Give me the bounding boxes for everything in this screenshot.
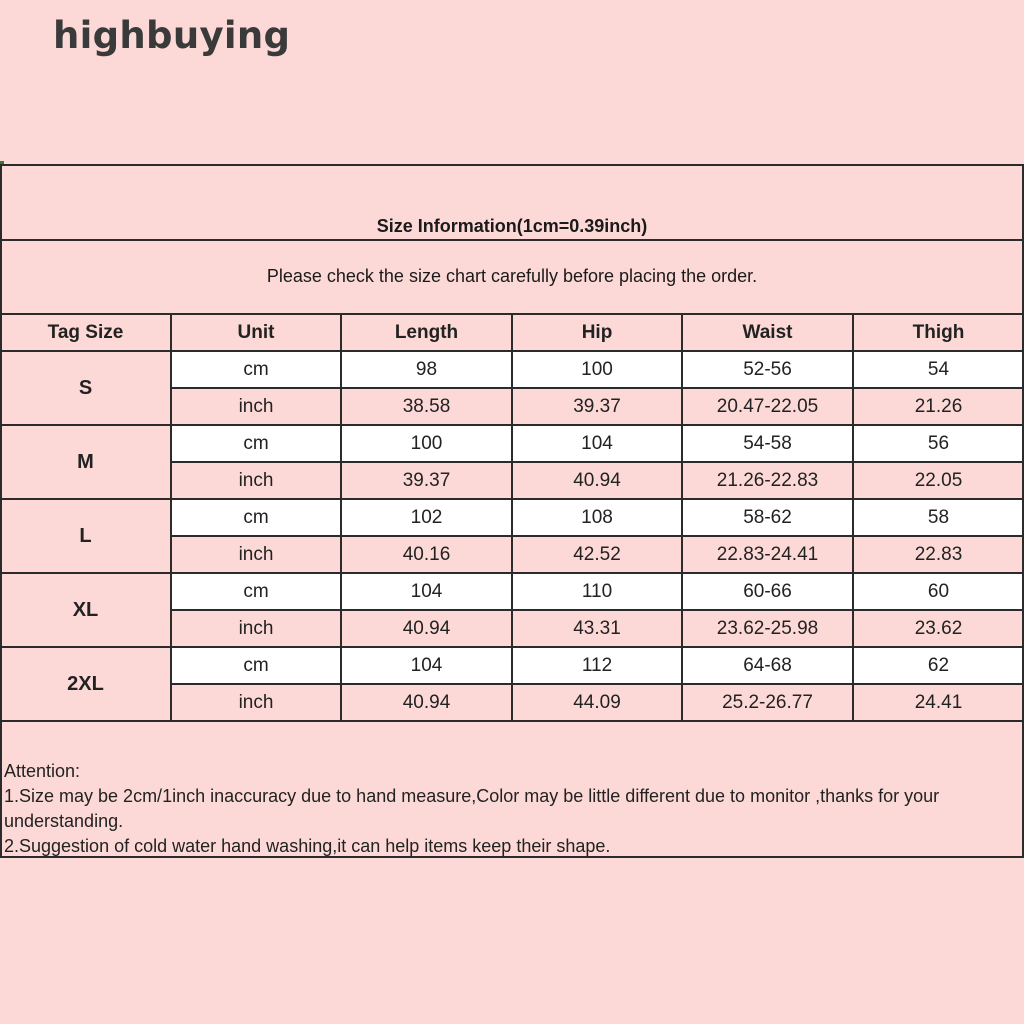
size-chart-subtitle: Please check the size chart carefully before placing the order. (266, 266, 758, 286)
tag-size-cell: XL (72, 598, 99, 621)
grid-line (170, 314, 172, 721)
size-chart-title: Size Information(1cm=0.39inch) (376, 216, 648, 236)
measure-cell: 60 (927, 580, 950, 602)
unit-cell: inch (238, 395, 274, 417)
column-header: Thigh (912, 321, 965, 343)
measure-cell: 40.94 (402, 691, 451, 713)
attention-notes (4, 759, 1020, 859)
measure-cell: 56 (927, 432, 950, 454)
measure-cell: 100 (410, 432, 443, 454)
measure-cell: 64-68 (743, 654, 792, 676)
measure-cell: 39.37 (402, 469, 451, 491)
measure-cell: 112 (581, 654, 613, 676)
grid-line (171, 535, 1024, 537)
measure-cell: 98 (415, 358, 438, 380)
grid-line (171, 461, 1024, 463)
measure-cell: 62 (927, 654, 950, 676)
measure-cell: 54-58 (743, 432, 792, 454)
measure-cell: 108 (581, 506, 613, 528)
note-washing: 2.Suggestion of cold water hand washing,it can help items keep their shape. (4, 836, 611, 856)
measure-cell: 42.52 (573, 543, 621, 565)
column-header: Tag Size (47, 321, 124, 343)
tag-size-cell: S (78, 376, 93, 399)
measure-cell: 23.62-25.98 (716, 617, 819, 639)
grid-line (852, 314, 854, 721)
grid-line (0, 239, 1024, 241)
measure-cell: 102 (410, 506, 443, 528)
grid-line (511, 314, 513, 721)
unit-cell: inch (238, 543, 274, 565)
measure-cell: 58 (927, 506, 950, 528)
unit-cell: cm (243, 432, 269, 454)
measure-cell: 40.94 (402, 617, 451, 639)
measure-cell: 40.16 (402, 543, 451, 565)
tag-size-cell: L (79, 524, 92, 547)
measure-cell: 60-66 (743, 580, 792, 602)
grid-line (171, 683, 1024, 685)
unit-cell: cm (243, 506, 269, 528)
column-header: Length (394, 321, 459, 343)
measure-cell: 54 (927, 358, 950, 380)
measure-cell: 104 (410, 654, 443, 676)
grid-line (171, 609, 1024, 611)
unit-cell: cm (243, 580, 269, 602)
measure-cell: 58-62 (743, 506, 792, 528)
measure-cell: 22.83-24.41 (716, 543, 819, 565)
measure-cell: 21.26-22.83 (716, 469, 819, 491)
tag-size-cell: M (77, 450, 94, 473)
grid-line (681, 314, 683, 721)
measure-cell: 39.37 (573, 395, 621, 417)
column-header: Waist (742, 321, 793, 343)
measure-cell: 40.94 (573, 469, 621, 491)
column-header: Unit (237, 321, 275, 343)
brand-watermark: highbuying (53, 14, 291, 57)
note-size-accuracy: 1.Size may be 2cm/1inch inaccuracy due to hand measure,Color may be little different due to monitor ,thanks for your understanding. (4, 786, 940, 831)
grid-line (0, 164, 2, 858)
measure-cell: 22.05 (914, 469, 963, 491)
measure-cell: 24.41 (914, 691, 963, 713)
column-header: Hip (581, 321, 613, 343)
measure-cell: 23.62 (914, 617, 963, 639)
measure-cell: 25.2-26.77 (722, 691, 813, 713)
measure-cell: 22.83 (914, 543, 963, 565)
measure-cell: 20.47-22.05 (716, 395, 819, 417)
unit-cell: cm (243, 654, 269, 676)
unit-cell: cm (243, 358, 269, 380)
unit-cell: inch (238, 469, 274, 491)
grid-line (171, 387, 1024, 389)
measure-cell: 52-56 (743, 358, 792, 380)
measure-cell: 104 (581, 432, 613, 454)
unit-cell: inch (238, 617, 274, 639)
grid-line (0, 164, 1024, 166)
measure-cell: 43.31 (573, 617, 621, 639)
measure-cell: 38.58 (402, 395, 451, 417)
notes-heading: Attention: (4, 761, 81, 781)
tag-size-cell: 2XL (67, 672, 104, 695)
measure-cell: 21.26 (914, 395, 963, 417)
measure-cell: 100 (581, 358, 613, 380)
unit-cell: inch (238, 691, 274, 713)
measure-cell: 110 (581, 580, 613, 602)
grid-line (340, 314, 342, 721)
measure-cell: 44.09 (573, 691, 621, 713)
measure-cell: 104 (410, 580, 443, 602)
